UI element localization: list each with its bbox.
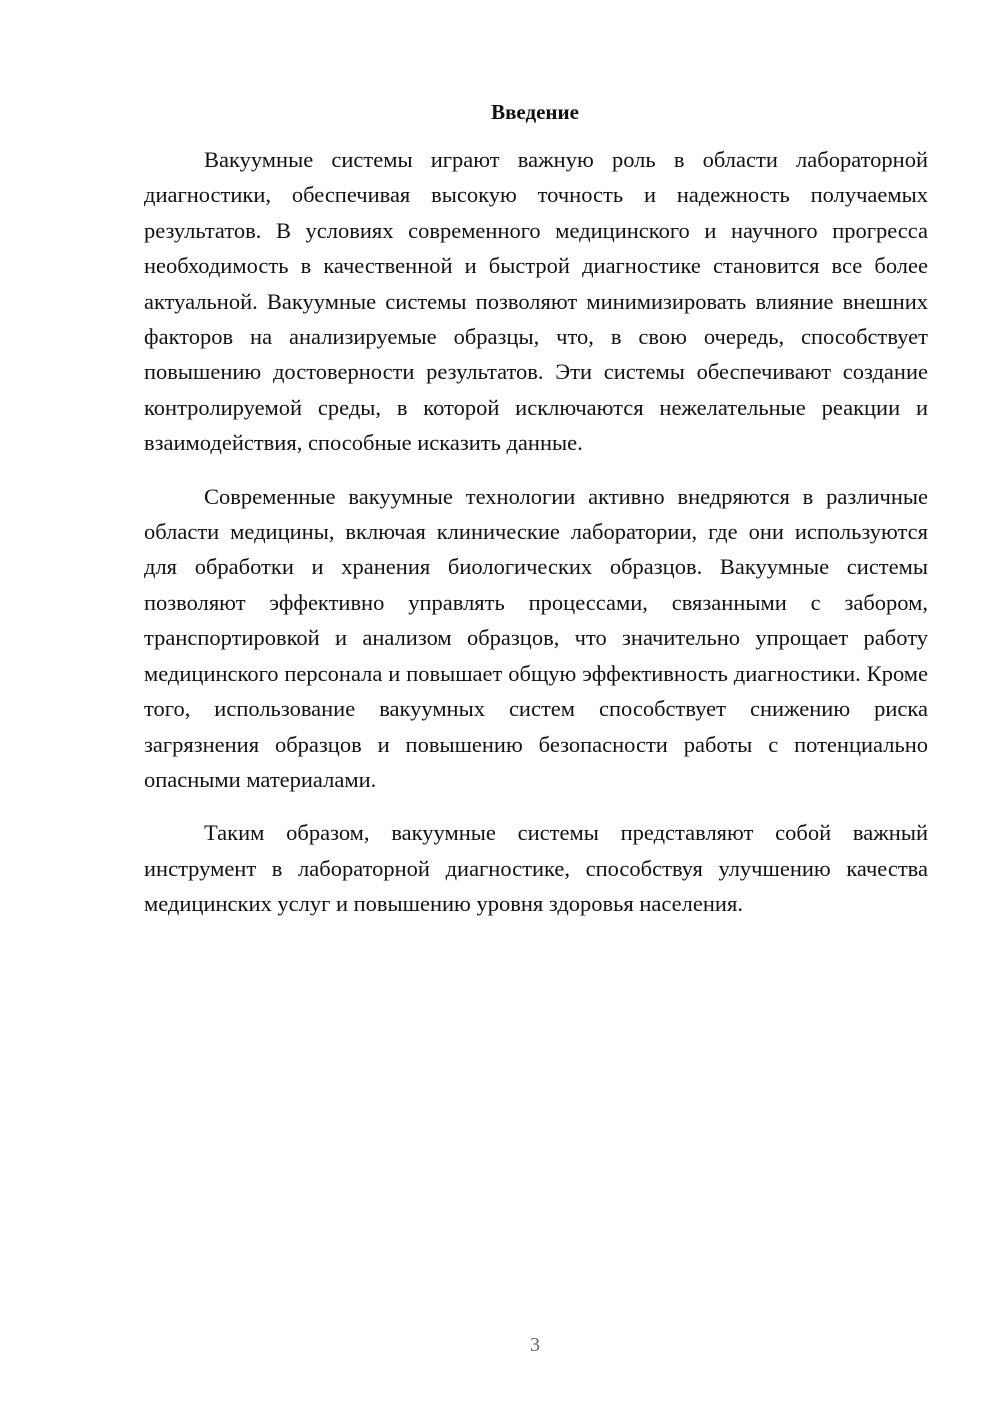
body-text bbox=[144, 142, 928, 940]
paragraph-1: Вакуумные системы играют важную роль в области лабораторной диагностики, обеспечивая высокую точность и надежность получаемых результатов. В условиях современного медицинского и научного прогресса необходимость в качественной и быстрой диагностике становится все более актуальной. Вакуумные системы позволяют минимизировать влияние внешних факторов на анализируемые образцы, что, в свою очередь, способствует повышению достоверности результатов. Эти системы обеспечивают создание контролируемой среды, в которой исключаются нежелательные реакции и взаимодействия, способные исказить данные. bbox=[144, 147, 928, 456]
paragraph-3: Таким образом, вакуумные системы представляют собой важный инструмент в лабораторной диагностике, способствуя улучшению качества медицинских услуг и повышению уровня здоровья населения. bbox=[144, 820, 928, 917]
paragraph-2: Современные вакуумные технологии активно внедряются в различные области медицины, включая клинические лаборатории, где они используются для обработки и хранения биологических образцов. Вакуумные системы позволяют эффективно управлять процессами, связанными с забором, транспортировкой и анализом образцов, что значительно упрощает работу медицинского персонала и повышает общую эффективность диагностики. Кроме того, использование вакуумных систем способствует снижению риска загрязнения образцов и повышению безопасности работы с потенциально опасными материалами. bbox=[144, 483, 928, 792]
section-title: Введение bbox=[491, 100, 579, 124]
page-number: 3 bbox=[530, 1334, 540, 1356]
